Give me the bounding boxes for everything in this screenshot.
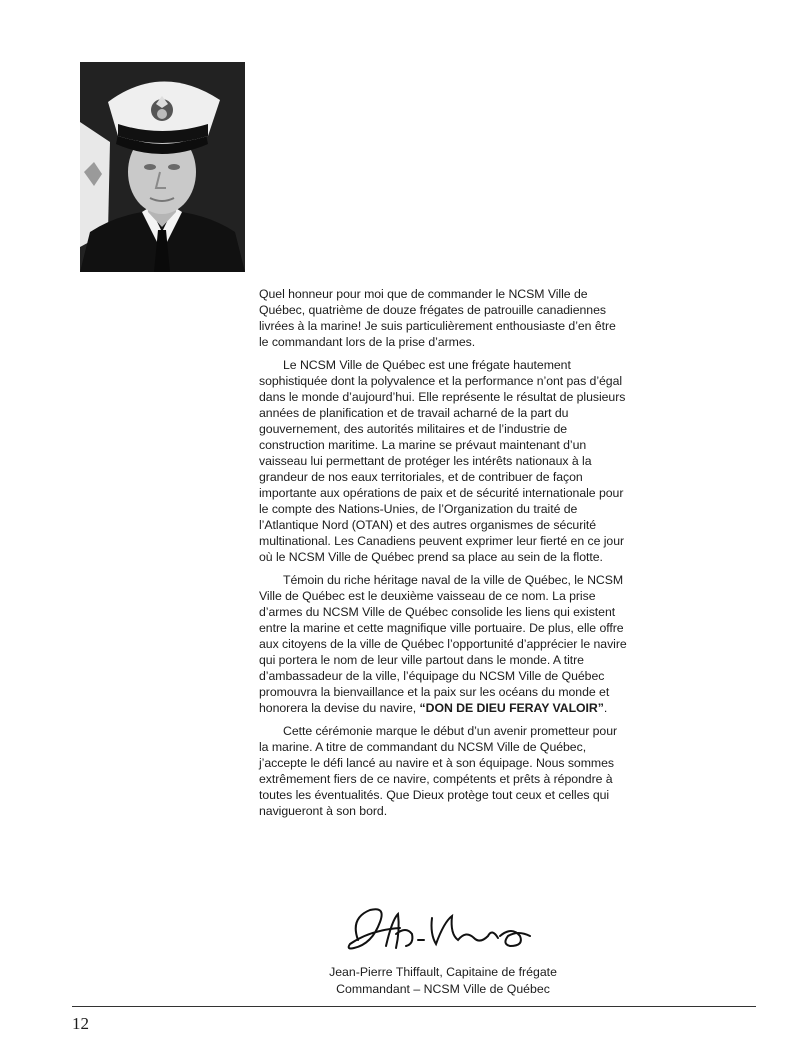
signature-drawing [340, 900, 540, 960]
paragraph-3-end: . [603, 701, 608, 715]
paragraph-2: Le NCSM Ville de Québec est une frégate hautement sophistiquée dont la polyvalence et la performance n’ont pas d’égal dans le monde d’aujourd’hui. Elle représente le résultat de plusieurs années de planification et de travail acharné de la part du gouvernement, des autorités militaires et de l’industrie de construction maritime. La marine se prévaut maintenant d’un vaisseau lui permettant de protéger les intérêts nationaux à la grandeur de nos eaux territoriales, et de contribuer de façon importante aux opérations de paix et de sécurité internationale pour le compte des Nations-Unies, de l’Organization du traité de l’Atlantique Nord (OTAN) et des autres organismes de sécurité multinational. Les Canadiens peuvent exprimer leur fierté en ce jour où le NCSM Ville de Québec prend sa place au sein de la flotte. [259, 358, 626, 564]
letter-body [259, 286, 627, 826]
paragraph-4: Cette cérémonie marque le début d’un avenir prometteur pour la marine. A titre de commandant du NCSM Ville de Québec, j’accepte le défi lancé au navire et à son équipage. Nous sommes extrêmement fiers de ce navire, compétents et prêts à répondre à toutes les éventualités. Que Dieux protège tout ceux et celles qui navigueront à son bord. [259, 724, 618, 818]
paragraph-3-text: Témoin du riche héritage naval de la ville de Québec, le NCSM Ville de Québec est le deuxième vaisseau de ce nom. La prise d’armes du NCSM Ville de Québec consolide les liens qui existent entre la marine et cette magnifique ville portuaire. De plus, elle offre aux citoyens de la ville de Québec l’opportunité d’apprécier le navire qui portera le nom de leur ville partout dans le monde. A titre d’ambassadeur de la ville, l’équipage du NCSM Ville de Québec promouvra la bienvaillance et la paix sur les océans du monde et honorera la devise du navire, [259, 573, 627, 715]
paragraph-1: Quel honneur pour moi que de commander le NCSM Ville de Québec, quatrième de douze frégates de patrouille canadiennes livrées à la marine! Je suis particulièrement enthousiaste d’en être le commandant lors de la prise d’armes. [259, 287, 616, 349]
footer-rule [72, 1006, 756, 1007]
commander-portrait-photo [80, 62, 245, 272]
signatory-name-rank: Jean-Pierre Thiffault, Capitaine de frégate [329, 965, 557, 979]
handwritten-signature [340, 900, 540, 960]
signatory-title: Commandant – NCSM Ville de Québec [336, 982, 550, 996]
portrait-illustration [80, 62, 245, 272]
page-number: 12 [72, 1014, 89, 1033]
ship-motto: “DON DE DIEU FERAY VALOIR” [419, 701, 604, 715]
paragraph-3 [259, 572, 627, 716]
signatory-block [259, 964, 627, 998]
